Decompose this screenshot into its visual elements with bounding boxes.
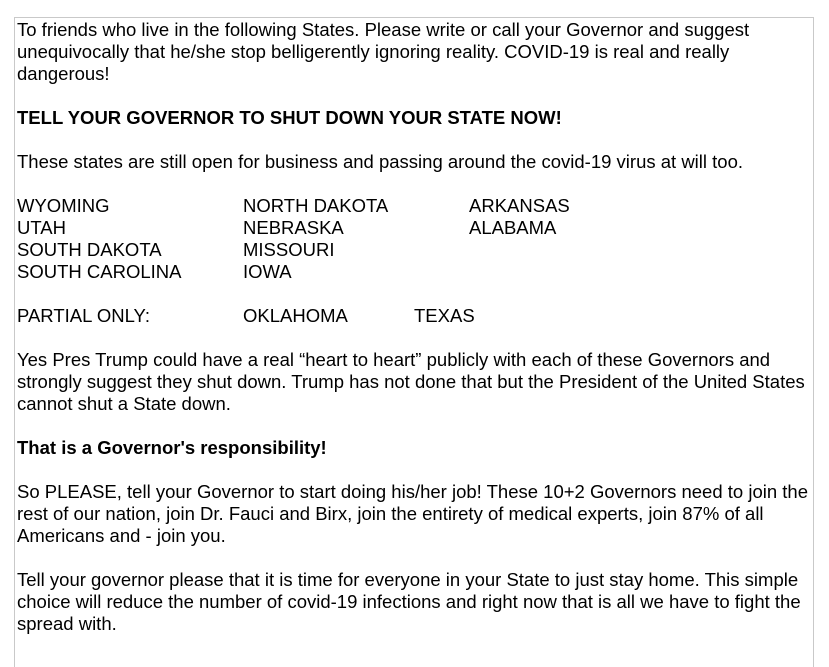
states-list <box>17 195 813 283</box>
state-cell <box>469 239 669 261</box>
intro-paragraph: To friends who live in the following States. Please write or call your Governor and suggest unequivocally that he/she stop belligerently ignoring reality. COVID-19 is real and really dangerous! <box>17 19 750 84</box>
responsibility-line: That is a Governor's responsibility! <box>17 437 327 458</box>
states-row <box>17 239 813 261</box>
states-row <box>17 261 813 283</box>
state-cell: SOUTH CAROLINA <box>17 261 182 282</box>
partial-state: TEXAS <box>414 305 475 326</box>
state-cell: NEBRASKA <box>243 217 344 238</box>
state-cell: SOUTH DAKOTA <box>17 239 162 260</box>
state-cell: NORTH DAKOTA <box>243 195 389 216</box>
please-paragraph: So PLEASE, tell your Governor to start doing his/her job! These 10+2 Governors need to join the rest of our nation, join Dr. Fauci and Birx, join the entirety of medical experts, join 87% of all Americans and - join you. <box>17 481 808 546</box>
document-page <box>14 17 814 667</box>
open-states-sentence: These states are still open for business and passing around the covid-19 virus at will too. <box>17 151 744 172</box>
state-cell <box>469 261 669 283</box>
state-cell: IOWA <box>243 261 292 282</box>
states-row <box>17 217 813 239</box>
headline: TELL YOUR GOVERNOR TO SHUT DOWN YOUR STATE NOW! <box>17 107 562 128</box>
partial-label: PARTIAL ONLY: <box>17 305 150 326</box>
state-cell: UTAH <box>17 217 66 238</box>
state-cell: WYOMING <box>17 195 110 216</box>
partial-states-row <box>17 305 813 327</box>
state-cell: ARKANSAS <box>469 195 570 216</box>
states-row <box>17 195 813 217</box>
trump-paragraph: Yes Pres Trump could have a real “heart to heart” publicly with each of these Governors and strongly suggest they shut down. Trump has not done that but the President of the United States cannot shut a State down. <box>17 349 805 414</box>
state-cell: ALABAMA <box>469 217 557 238</box>
stay-home-paragraph: Tell your governor please that it is time for everyone in your State to just stay home. This simple choice will reduce the number of covid-19 infections and right now that is all we have to fight the spread with. <box>17 569 801 634</box>
state-cell: MISSOURI <box>243 239 335 260</box>
partial-state: OKLAHOMA <box>243 305 348 326</box>
